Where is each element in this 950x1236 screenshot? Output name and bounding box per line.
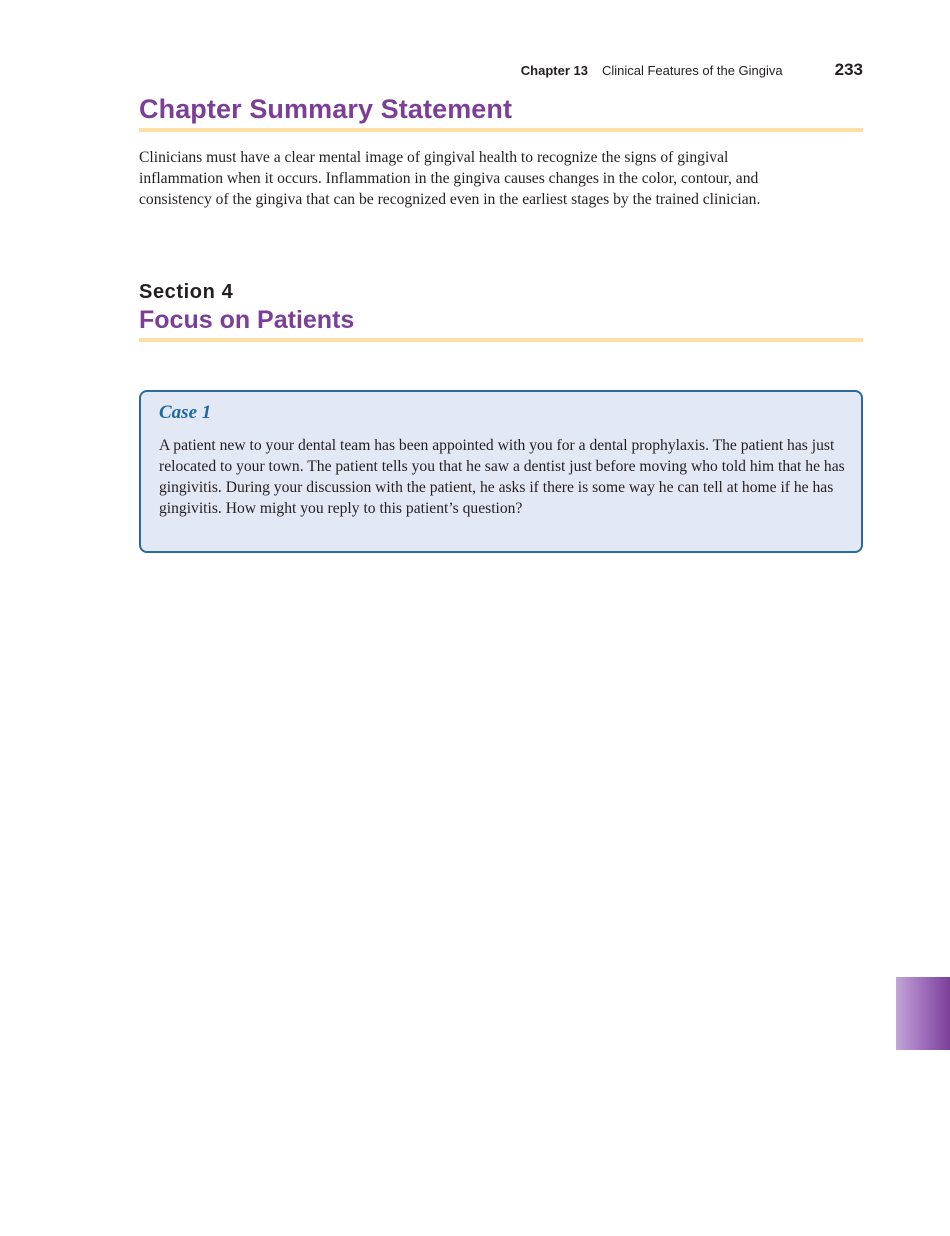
- section-rule: [139, 338, 863, 342]
- section-title: Focus on Patients: [139, 306, 355, 334]
- heading-rule: [139, 128, 863, 132]
- page-number: 233: [834, 60, 863, 79]
- case-box: [139, 390, 863, 553]
- section-label: Section 4: [139, 281, 234, 303]
- case-text: A patient new to your dental team has been appointed with you for a dental prophylaxis. The patient has just relocated to your town. The patient tells you that he saw a dentist just before moving who told him that he has gingivitis. During your discussion with the patient, he asks if there is some way he can tell at home if he has gingivitis. How might you reply to this patient’s question?: [159, 437, 845, 517]
- chapter-thumb-tab: [896, 977, 950, 1050]
- case-title: Case 1: [159, 402, 212, 423]
- running-head: [521, 60, 863, 82]
- running-head-chapter: Chapter 13: [520, 63, 588, 78]
- chapter-summary-text: Clinicians must have a clear mental image of gingival health to recognize the signs of gingival inflammation when it occurs. Inflammation in the gingiva causes changes in the color, contour, and consistency of the gingiva that can be recognized even in the earliest stages by the trained clinician.: [139, 149, 761, 208]
- running-head-title: Clinical Features of the Gingiva: [601, 63, 783, 78]
- chapter-summary-heading: Chapter Summary Statement: [139, 94, 513, 124]
